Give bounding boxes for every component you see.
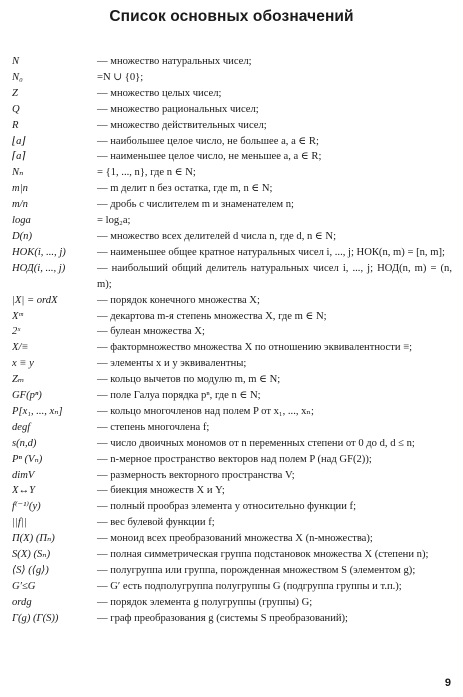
notation-row bbox=[12, 54, 452, 70]
notation-description: — G′ есть подполугруппа полугруппы G (подгруппа группы и т.п.); bbox=[97, 580, 402, 592]
notation-symbol: НОК(i, ..., j) bbox=[12, 246, 66, 258]
notation-symbol: Nₙ bbox=[12, 167, 24, 179]
notation-symbol: s(n,d) bbox=[12, 437, 37, 449]
notation-symbol: Xᵐ bbox=[12, 310, 23, 322]
notation-row bbox=[12, 229, 452, 245]
notation-symbol: GF(pⁿ) bbox=[12, 390, 42, 402]
notation-symbol: ||f|| bbox=[12, 517, 27, 529]
notation-row bbox=[12, 102, 452, 118]
notation-description: — наименьшее общее кратное натуральных чисел i, ..., j; НОК(n, m) = [n, m]; bbox=[97, 246, 445, 258]
notation-row bbox=[12, 340, 452, 356]
notation-symbol: Π(X) (Πₙ) bbox=[12, 533, 55, 545]
notation-description: — порядок конечного множества X; bbox=[97, 294, 260, 306]
notation-row bbox=[12, 483, 452, 499]
notation-row bbox=[12, 547, 452, 563]
notation-description: = log₂a; bbox=[97, 215, 131, 227]
notation-row bbox=[12, 324, 452, 340]
notation-description: — число двоичных мономов от n переменных степени от 0 до d, d ≤ n; bbox=[97, 437, 415, 449]
notation-symbol: X↔Y bbox=[12, 485, 35, 497]
notation-row bbox=[12, 372, 452, 388]
notation-row bbox=[12, 70, 452, 86]
notation-description: — размерность векторного пространства V; bbox=[97, 469, 295, 481]
notation-list bbox=[12, 54, 452, 627]
notation-symbol: m/n bbox=[12, 199, 28, 211]
notation-symbol: Pⁿ (Vₙ) bbox=[12, 453, 43, 465]
notation-symbol: Q bbox=[12, 103, 20, 115]
notation-row bbox=[12, 404, 452, 420]
notation-description: — граф преобразования g (системы S преобразований); bbox=[97, 612, 349, 624]
notation-description: =N ∪ {0}; bbox=[97, 71, 144, 83]
notation-row bbox=[12, 293, 452, 309]
notation-row bbox=[12, 452, 452, 468]
notation-description: — кольцо вычетов по модулю m, m ∈ N; bbox=[97, 374, 281, 386]
page-title: Список основных обозначений bbox=[109, 8, 354, 25]
notation-description: — булеан множества X; bbox=[97, 326, 205, 338]
notation-description: = {1, ..., n}, где n ∈ N; bbox=[97, 167, 196, 179]
notation-row bbox=[12, 165, 452, 181]
notation-description: — полный прообраз элемента y относительно функции f; bbox=[97, 501, 357, 513]
notation-description: — полугруппа или группа, порожденная множеством S (элементом g); bbox=[97, 565, 416, 576]
notation-description: — наибольшее целое число, не большее a, a ∈ R; bbox=[97, 135, 319, 147]
notation-description: — множество рациональных чисел; bbox=[97, 103, 259, 115]
notation-row bbox=[12, 436, 452, 452]
notation-symbol: X/≡ bbox=[12, 342, 29, 354]
notation-symbol: |X| = ordX bbox=[12, 294, 58, 306]
notation-row bbox=[12, 309, 452, 325]
notation-description: — дробь с числителем m и знаменателем n; bbox=[97, 199, 294, 211]
notation-description: — множество натуральных чисел; bbox=[97, 56, 252, 67]
notation-description: — моноид всех преобразований множества X (n-множества); bbox=[97, 533, 373, 545]
notation-row bbox=[12, 611, 452, 627]
notation-row bbox=[12, 579, 452, 595]
notation-row bbox=[12, 499, 452, 515]
notation-row bbox=[12, 134, 452, 150]
notation-description: — полная симметрическая группа подстановок множества X (степени n); bbox=[97, 549, 429, 561]
notation-description: — вес булевой функции f; bbox=[97, 517, 215, 529]
notation-description: — наименьшее целое число, не меньшее a, a ∈ R; bbox=[97, 151, 322, 163]
notation-row bbox=[12, 468, 452, 484]
notation-description: — множество целых чисел; bbox=[97, 87, 222, 99]
notation-row bbox=[12, 118, 452, 134]
notation-symbol: ⌈a⌉ bbox=[12, 151, 26, 163]
notation-row bbox=[12, 86, 452, 102]
notation-symbol: ⟨S⟩ (⟨g⟩) bbox=[12, 565, 49, 576]
notation-symbol: dimV bbox=[12, 469, 35, 481]
notation-symbol: ordg bbox=[12, 596, 32, 608]
notation-description: — множество действительных чисел; bbox=[97, 119, 267, 131]
notation-symbol: D(n) bbox=[12, 230, 33, 242]
notation-symbol: G′≤G bbox=[12, 580, 36, 592]
notation-description: — m делит n без остатка, где m, n ∈ N; bbox=[97, 183, 273, 195]
notation-symbol: НОД(i, ..., j) bbox=[12, 262, 66, 274]
notation-row bbox=[12, 197, 452, 213]
notation-symbol: Γ(g) (Γ(S)) bbox=[12, 612, 59, 624]
notation-description: — элементы x и y эквивалентны; bbox=[97, 358, 247, 370]
notation-symbol: x ≡ y bbox=[12, 358, 34, 370]
notation-row bbox=[12, 213, 452, 229]
notation-description: — порядок элемента g полугруппы (группы) G; bbox=[97, 596, 313, 608]
notation-description: — поле Галуа порядка pⁿ, где n ∈ N; bbox=[97, 390, 261, 402]
notation-description: — декартова m-я степень множества X, где m ∈ N; bbox=[97, 310, 327, 322]
notation-description: — фактормножество множества X по отношению эквивалентности ≡; bbox=[97, 342, 413, 354]
notation-description: — n-мерное пространство векторов над полем P (над GF(2)); bbox=[97, 453, 372, 465]
notation-symbol: ⌊a⌋ bbox=[12, 135, 26, 147]
notation-symbol: f⁽⁻¹⁾(y) bbox=[12, 501, 41, 513]
notation-row bbox=[12, 531, 452, 547]
notation-description: — степень многочлена f; bbox=[97, 421, 210, 433]
notation-symbol: N bbox=[12, 56, 20, 67]
notation-row bbox=[12, 388, 452, 404]
notation-row bbox=[12, 261, 452, 293]
notation-row bbox=[12, 515, 452, 531]
notation-row bbox=[12, 420, 452, 436]
notation-symbol: Z bbox=[12, 87, 18, 99]
notation-symbol: loga bbox=[12, 215, 31, 227]
notation-row bbox=[12, 181, 452, 197]
notation-row bbox=[12, 595, 452, 611]
notation-row bbox=[12, 563, 452, 579]
notation-row bbox=[12, 245, 452, 261]
notation-description: — множество всех делителей d числа n, где d, n ∈ N; bbox=[97, 230, 337, 242]
page-number: 9 bbox=[444, 677, 451, 689]
notation-description: — наибольший общий делитель натуральных чисел i, ..., j; НОД(n, m) = (n, m); bbox=[97, 262, 452, 290]
notation-row bbox=[12, 356, 452, 372]
notation-symbol: S(X) (Sₙ) bbox=[12, 549, 51, 561]
notation-description: — биекция множеств X и Y; bbox=[97, 485, 225, 497]
notation-symbol: R bbox=[12, 119, 19, 131]
notation-symbol: N₀ bbox=[12, 71, 23, 83]
notation-symbol: m|n bbox=[12, 183, 28, 195]
notation-symbol: 2ˣ bbox=[12, 326, 21, 338]
notation-symbol: P[x₁, ..., xₙ] bbox=[12, 405, 63, 417]
notation-symbol: degf bbox=[12, 421, 31, 433]
notation-description: — кольцо многочленов над полем P от x₁, ..., xₙ; bbox=[97, 405, 314, 417]
notation-symbol: Zₘ bbox=[12, 374, 25, 386]
notation-row bbox=[12, 149, 452, 165]
